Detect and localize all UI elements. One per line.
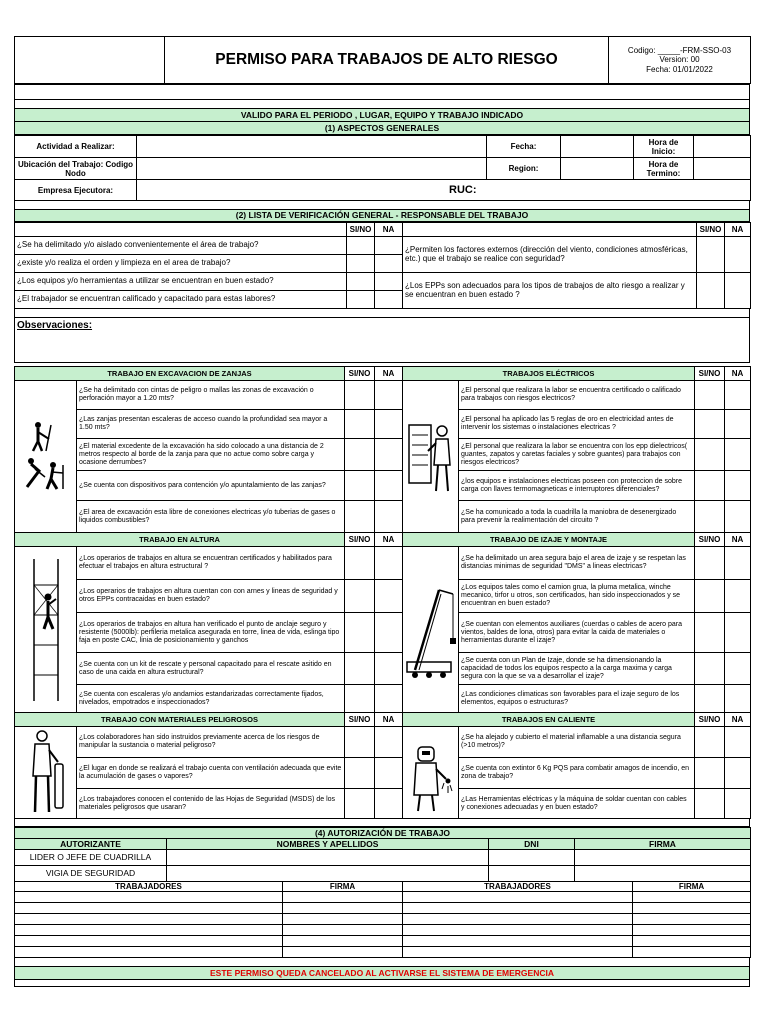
worker-sign-input[interactable]	[633, 936, 751, 947]
check-question: ¿Se ha delimitado un area segura bajo el area de izaje y se respetan las distancias minimas de seguridad "DMS" a lineas electricas?	[459, 547, 695, 580]
sino-cell[interactable]	[345, 727, 375, 758]
na-header: NA	[725, 367, 751, 381]
na-cell[interactable]	[375, 381, 403, 410]
check-question: ¿El personal ha aplicado las 5 reglas de oro en electricidad antes de intervenir los sistemas o instalaciones electricas ?	[459, 410, 695, 439]
sino-header: SI/NO	[697, 222, 725, 236]
worker-name-input[interactable]	[403, 892, 633, 903]
hora-termino-input[interactable]	[694, 158, 751, 180]
form-title: PERMISO PARA TRABAJOS DE ALTO RIESGO	[165, 37, 609, 84]
sino-cell[interactable]	[695, 653, 725, 685]
check-question: ¿Se ha delimitado con cintas de peligro o mallas las zonas de excavación o perforación mayor a 1.20 mts?	[77, 381, 345, 410]
nombres-header: NOMBRES Y APELLIDOS	[167, 838, 489, 849]
actividad-label: Actividad a Realizar:	[15, 136, 137, 158]
fecha-label: Fecha:	[487, 136, 561, 158]
worker-sign-input[interactable]	[283, 947, 403, 958]
check-question: ¿Se cuenta con dispositivos para contención y/o apuntalamiento de las zanjas?	[77, 471, 345, 501]
na-cell[interactable]	[375, 613, 403, 653]
spacer-row	[15, 979, 750, 986]
izaje-title: TRABAJO DE IZAJE Y MONTAJE	[403, 533, 695, 547]
sino-cell[interactable]	[345, 381, 375, 410]
sino-cell[interactable]	[345, 439, 375, 471]
na-cell[interactable]	[725, 580, 751, 613]
sino-cell[interactable]	[345, 410, 375, 439]
na-cell[interactable]	[725, 381, 751, 410]
worker-sign-input[interactable]	[283, 925, 403, 936]
na-cell[interactable]	[375, 789, 403, 819]
lider-dni-input[interactable]	[489, 849, 575, 865]
valido-banner: VALIDO PARA EL PERIODO , LUGAR, EQUIPO Y TRABAJO INDICADO	[15, 109, 750, 122]
section1-title: (1) ASPECTOS GENERALES	[15, 122, 750, 135]
check-question: ¿Los trabajadores conocen el contenido de las Hojas de Seguridad (MSDS) de los materiales peligrosos que usaran?	[77, 789, 345, 819]
worker-name-input[interactable]	[15, 925, 283, 936]
na-cell[interactable]	[725, 410, 751, 439]
spacer-table-2	[14, 201, 750, 222]
sino-cell[interactable]	[695, 501, 725, 533]
sino-cell[interactable]	[695, 613, 725, 653]
form-code-block	[609, 37, 751, 84]
sino-cell[interactable]	[695, 439, 725, 471]
actividad-input[interactable]	[137, 136, 487, 158]
lider-firma-input[interactable]	[575, 849, 751, 865]
sino-header: SI/NO	[345, 367, 375, 381]
vigia-firma-input[interactable]	[575, 865, 751, 881]
region-label: Region:	[487, 158, 561, 180]
check-question: ¿Los operarios de trabajos en altura se encuentran certificados y habilitados para efectuar el trabajos en altura estructural ?	[77, 547, 345, 580]
firma-header: FIRMA	[633, 882, 751, 892]
vigia-dni-input[interactable]	[489, 865, 575, 881]
sino-cell[interactable]	[697, 236, 725, 272]
worker-name-input[interactable]	[15, 947, 283, 958]
ubicacion-input[interactable]	[137, 158, 487, 180]
spacer-row	[15, 100, 750, 109]
crane-icon	[403, 547, 459, 713]
na-header: NA	[375, 533, 403, 547]
peligrosos-title: TRABAJO CON MATERIALES PELIGROSOS	[15, 713, 345, 727]
check-question: ¿Las Herramientas eléctricas y la máquina de soldar cuentan con cables y conexiones adecuadas y en buen estado?	[459, 789, 695, 819]
sino-cell[interactable]	[345, 685, 375, 713]
ruc-label: RUC:	[449, 184, 477, 196]
na-cell[interactable]	[725, 653, 751, 685]
na-header: NA	[725, 533, 751, 547]
sino-cell[interactable]	[345, 789, 375, 819]
check-question: ¿Se cuenta con un Plan de Izaje, donde se ha dimensionando la capacidad de todos los equipos respecto a la carga maxima y carga segura con la que se va a desarrollar el izaje?	[459, 653, 695, 685]
check-question: ¿El material excedente de la excavación ha sido colocado a una distancia de 2 metros respecto al borde de la zanja para que no actue como sobre carga y ocasione derrumbes?	[77, 439, 345, 471]
lider-nombre-input[interactable]	[167, 849, 489, 865]
section4-table	[14, 827, 751, 882]
logo-area	[15, 37, 165, 84]
check-question: ¿Se cuenta con extintor 6 Kg PQS para combatir amagos de incendio, en zona de trabajo?	[459, 758, 695, 789]
check-question: ¿Los EPPs son adecuados para los tipos de trabajos de alto riesgo a realizar y se encuentran en buen estado ?	[403, 272, 697, 308]
sino-cell[interactable]	[695, 381, 725, 410]
caliente-title: TRABAJOS EN CALIENTE	[403, 713, 695, 727]
section2-title: (2) LISTA DE VERIFICACIÓN GENERAL - RESPONSABLE DEL TRABAJO	[15, 209, 750, 221]
sino-cell[interactable]	[345, 758, 375, 789]
hora-inicio-label: Hora de Inicio:	[634, 136, 694, 158]
trabajadores-table	[14, 882, 751, 959]
dni-header: DNI	[489, 838, 575, 849]
check-question: ¿Se cuenta con un kit de rescate y personal capacitado para el rescate asitido en caso de una caida en altura estructural?	[77, 653, 345, 685]
na-cell[interactable]	[375, 236, 403, 254]
excavation-workers-icon	[15, 381, 77, 533]
worker-name-input[interactable]	[403, 936, 633, 947]
worker-sign-input[interactable]	[633, 947, 751, 958]
worker-name-input[interactable]	[403, 925, 633, 936]
na-header: NA	[375, 222, 403, 236]
sino-cell[interactable]	[695, 410, 725, 439]
check-question: ¿Las zanjas presentan escaleras de acceso cuando la profundidad sea mayor a 1.50 mts?	[77, 410, 345, 439]
worker-sign-input[interactable]	[283, 936, 403, 947]
sino-cell[interactable]	[345, 613, 375, 653]
footer-table	[14, 958, 750, 987]
na-cell[interactable]	[375, 439, 403, 471]
sino-cell[interactable]	[695, 580, 725, 613]
na-cell[interactable]	[725, 789, 751, 819]
excavacion-electricos-table	[14, 366, 751, 819]
na-header: NA	[725, 713, 751, 727]
worker-sign-input[interactable]	[283, 914, 403, 925]
spacer-row	[15, 958, 750, 966]
worker-name-input[interactable]	[403, 914, 633, 925]
spacer-row	[15, 819, 750, 826]
na-header: NA	[375, 367, 403, 381]
na-cell[interactable]	[375, 580, 403, 613]
sino-cell[interactable]	[345, 547, 375, 580]
observaciones-table	[14, 309, 750, 364]
trabajadores-header: TRABAJADORES	[403, 882, 633, 892]
welder-icon	[403, 727, 459, 819]
check-question: ¿Los colaboradores han sido instruidos previamente acerca de los riesgos de manipular la sustancia o material peligroso?	[77, 727, 345, 758]
sino-cell[interactable]	[345, 471, 375, 501]
sino-cell[interactable]	[695, 727, 725, 758]
ubicacion-label: Ubicación del Trabajo: Codigo Nodo	[15, 158, 137, 180]
check-question: ¿Se ha delimitado y/o aislado convenientemente el área de trabajo?	[15, 236, 347, 254]
firma-header: FIRMA	[575, 838, 751, 849]
na-cell[interactable]	[725, 471, 751, 501]
sino-cell[interactable]	[345, 653, 375, 685]
form-header	[14, 36, 751, 84]
form-date: Fecha: 01/01/2022	[646, 64, 713, 74]
blank-header	[15, 222, 347, 236]
na-cell[interactable]	[375, 290, 403, 308]
spacer-table	[14, 84, 750, 135]
na-cell[interactable]	[725, 236, 751, 272]
height-worker-icon	[15, 547, 77, 713]
na-cell[interactable]	[725, 547, 751, 580]
autorizante-header: AUTORIZANTE	[15, 838, 167, 849]
na-cell[interactable]	[375, 547, 403, 580]
electrician-icon	[403, 381, 459, 533]
sino-cell[interactable]	[347, 272, 375, 290]
check-question: ¿El area de excavación esta libre de conexiones electricas y/o tuberias de gases o liquidos combustibles?	[77, 501, 345, 533]
sino-cell[interactable]	[347, 290, 375, 308]
spacer-row	[15, 201, 750, 209]
na-cell[interactable]	[375, 685, 403, 713]
check-question: ¿Se ha comunicado a toda la cuadrilla la maniobra de desenergizado para prevenir la realimentación del circuito ?	[459, 501, 695, 533]
na-cell[interactable]	[725, 613, 751, 653]
check-question: ¿Las condiciones climaticas son favorables para el izaje seguro de los elementos, equipos o estructuras?	[459, 685, 695, 713]
sino-cell[interactable]	[695, 471, 725, 501]
check-question: ¿Los equipos y/o herramientas a utilizar se encuentran en buen estado?	[15, 272, 347, 290]
sino-header: SI/NO	[695, 367, 725, 381]
worker-name-input[interactable]	[15, 936, 283, 947]
na-header: NA	[375, 713, 403, 727]
na-cell[interactable]	[725, 727, 751, 758]
worker-sign-input[interactable]	[633, 903, 751, 914]
check-question: ¿Se cuentan con elementos auxiliares (cuerdas o cables de acero para vientos, baldes de lona, otros) para evitar la caida de materiales o herramientas durante el izaje?	[459, 613, 695, 653]
check-question: ¿Permiten los factores externos (dirección del viento, condiciones atmosféricas, etc.) que el trabajo se realice con seguridad?	[403, 236, 697, 272]
section1-table	[14, 135, 751, 201]
sino-header: SI/NO	[347, 222, 375, 236]
na-cell[interactable]	[375, 727, 403, 758]
vigia-label: VIGIA DE SEGURIDAD	[15, 865, 167, 881]
na-cell[interactable]	[375, 410, 403, 439]
region-input[interactable]	[561, 158, 634, 180]
na-cell[interactable]	[725, 758, 751, 789]
worker-name-input[interactable]	[15, 892, 283, 903]
worker-sign-input[interactable]	[633, 925, 751, 936]
na-cell[interactable]	[375, 758, 403, 789]
na-cell[interactable]	[725, 272, 751, 308]
observaciones-box[interactable]: Observaciones:	[15, 318, 750, 363]
na-cell[interactable]	[375, 471, 403, 501]
form-code: Codigo: _____-FRM-SSO-03	[627, 45, 732, 55]
check-question: ¿Los operarios de trabajos en altura cuentan con con arnes y lineas de seguridad y otros EPPs contracaidas en buen estado?	[77, 580, 345, 613]
altura-title: TRABAJO EN ALTURA	[15, 533, 345, 547]
empresa-label: Empresa Ejecutora:	[15, 180, 137, 201]
check-question: ¿Se ha alejado y cubierto el material inflamable a una distancia segura (>10 metros)?	[459, 727, 695, 758]
worker-name-input[interactable]	[403, 903, 633, 914]
check-question: ¿Se cuenta con escaleras y/o andamios estandarizadas correctamente fijados, nivelados, empotrados e inspeccionados?	[77, 685, 345, 713]
blank-header	[403, 222, 697, 236]
sino-cell[interactable]	[695, 789, 725, 819]
emergency-footer: ESTE PERMISO QUEDA CANCELADO AL ACTIVARSE EL SISTEMA DE EMERGENCIA	[15, 966, 750, 979]
sino-header: SI/NO	[345, 533, 375, 547]
sino-cell[interactable]	[695, 547, 725, 580]
spacer-row	[15, 309, 750, 318]
worker-sign-input[interactable]	[633, 892, 751, 903]
spacer-table-3	[14, 819, 750, 827]
hora-termino-label: Hora de Termino:	[634, 158, 694, 180]
na-cell[interactable]	[375, 653, 403, 685]
hora-inicio-input[interactable]	[694, 136, 751, 158]
check-question: ¿Los equipos tales como el camion grua, la pluma metalica, winche mecanico, tirfor u otros, son certificados, han sido inspeccionados y se encuentran en buen estado?	[459, 580, 695, 613]
check-question: ¿existe y/o realiza el orden y limpieza en el area de trabajo?	[15, 254, 347, 272]
check-question: ¿El personal que realizara la labor se encuentra certificado o calificado para trabajos con riesgos electricos?	[459, 381, 695, 410]
permit-form	[14, 36, 750, 987]
electricos-title: TRABAJOS ELÉCTRICOS	[403, 367, 695, 381]
spacer-row	[15, 85, 750, 100]
section4-title: (4) AUTORIZACIÓN DE TRABAJO	[15, 827, 751, 838]
sino-cell[interactable]	[695, 758, 725, 789]
vigia-nombre-input[interactable]	[167, 865, 489, 881]
na-header: NA	[725, 222, 751, 236]
sino-cell[interactable]	[697, 272, 725, 308]
na-cell[interactable]	[725, 439, 751, 471]
sino-cell[interactable]	[695, 685, 725, 713]
fecha-input[interactable]	[561, 136, 634, 158]
sino-header: SI/NO	[345, 713, 375, 727]
worker-sign-input[interactable]	[283, 903, 403, 914]
section2-table	[14, 222, 751, 309]
hazmat-worker-icon	[15, 727, 77, 819]
form-version: Version: 00	[659, 55, 700, 65]
na-cell[interactable]	[725, 501, 751, 533]
na-cell[interactable]	[375, 272, 403, 290]
worker-sign-input[interactable]	[633, 914, 751, 925]
sino-header: SI/NO	[695, 713, 725, 727]
empresa-ruc-cell[interactable]	[137, 180, 751, 201]
check-question: ¿los equipos e instalaciones electricas poseen con proteccion de sobre carga con llaves termomagneticas e interruptores diferenciales?	[459, 471, 695, 501]
trabajadores-header: TRABAJADORES	[15, 882, 283, 892]
na-cell[interactable]	[375, 254, 403, 272]
na-cell[interactable]	[725, 685, 751, 713]
na-cell[interactable]	[375, 501, 403, 533]
sino-cell[interactable]	[345, 580, 375, 613]
worker-sign-input[interactable]	[283, 892, 403, 903]
sino-cell[interactable]	[345, 501, 375, 533]
excavacion-title: TRABAJO EN EXCAVACION DE ZANJAS	[15, 367, 345, 381]
check-question: ¿El lugar en donde se realizará el trabajo cuenta con ventilación adecuada que evite la acumulación de gases o vapores?	[77, 758, 345, 789]
firma-header: FIRMA	[283, 882, 403, 892]
worker-name-input[interactable]	[15, 914, 283, 925]
check-question: ¿El personal que realizara la labor se encuentra con los epp dielectricos( guantes, zapatos y caretas faciales y sobre guantes) para trabajos con riesgos electricos?	[459, 439, 695, 471]
check-question: ¿Los operarios de trabajos en altura han verificado el punto de anclaje seguro y resistente (5000lb): perfileria metalica asegurada en torre, linea de vida, eslinga tipo faja en poste CAC, linia de posicionamiento y ganchos	[77, 613, 345, 653]
check-question: ¿El trabajador se encuentran calificado y capacitado para estas labores?	[15, 290, 347, 308]
lider-label: LIDER O JEFE DE CUADRILLA	[15, 849, 167, 865]
sino-cell[interactable]	[347, 254, 375, 272]
sino-header: SI/NO	[695, 533, 725, 547]
worker-name-input[interactable]	[15, 903, 283, 914]
sino-cell[interactable]	[347, 236, 375, 254]
worker-name-input[interactable]	[403, 947, 633, 958]
